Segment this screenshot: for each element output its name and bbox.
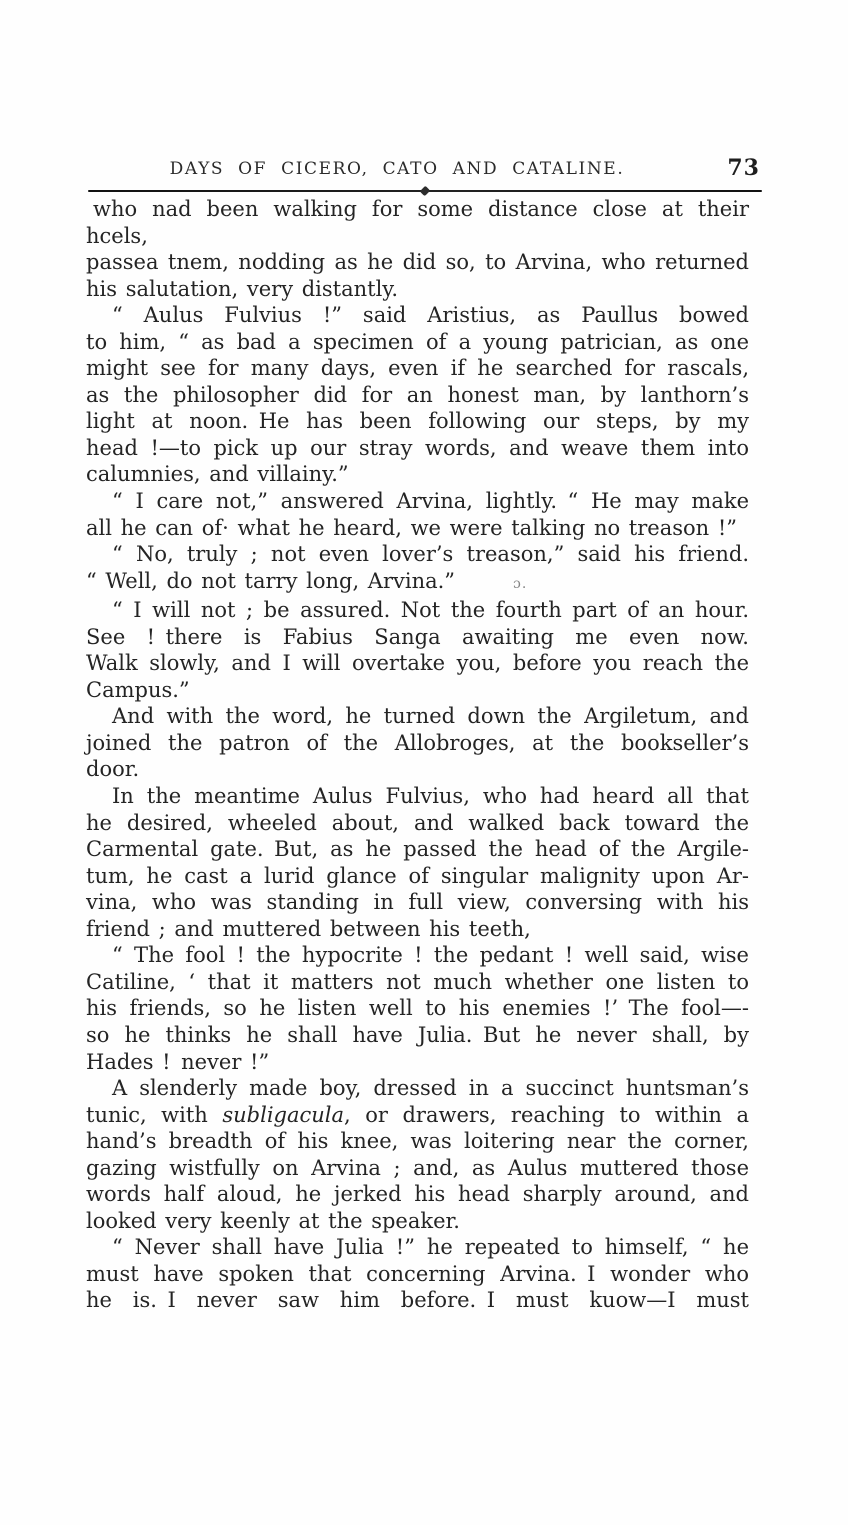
text-line: Walk slowly, and I will overtake you, before you reach the: [86, 651, 749, 676]
text-line: See ! there is Fabius Sanga awaiting me even now.: [86, 624, 749, 649]
text-line: In the meantime Aulus Fulvius, who had heard all that: [112, 784, 749, 809]
page-body-text: [86, 196, 749, 1314]
text-line: vina, who was standing in full view, conversing with his: [86, 890, 749, 915]
text-segment: , or drawers, reaching to within a: [344, 1102, 749, 1127]
text-line: who nad been walking for some distance close at their hcels,: [86, 197, 749, 248]
text-line: And with the word, he turned down the Argiletum, and: [112, 704, 749, 729]
page-number: 73: [727, 155, 760, 181]
text-line: A slenderly made boy, dressed in a succinct huntsman’s: [112, 1076, 749, 1101]
text-line: head !—to pick up our stray words, and weave them into: [86, 435, 749, 460]
paragraph: [86, 1075, 749, 1234]
text-line: door.: [86, 757, 140, 782]
text-line: he desired, wheeled about, and walked back toward the: [86, 810, 749, 835]
text-line: looked very keenly at the speaker.: [86, 1208, 460, 1233]
text-line: Hades ! never !”: [86, 1049, 270, 1074]
text-line: might see for many days, even if he searched for rascals,: [86, 356, 749, 381]
text-line: Carmental gate. But, as he passed the head of the Argile-: [86, 837, 749, 862]
text-line: to him, “ as bad a specimen of a young patrician, as one: [86, 329, 749, 354]
text-line: “ No, truly ; not even lover’s treason,” said his friend.: [112, 542, 749, 567]
paragraph: [86, 783, 749, 942]
text-line: his friends, so he listen well to his enemies !’ The fool—-: [86, 996, 749, 1021]
text-line: gazing wistfully on Arvina ; and, as Aulus muttered those: [86, 1155, 749, 1180]
text-line: must have spoken that concerning Arvina. I wonder who: [86, 1261, 749, 1286]
text-segment: tunic, with: [86, 1102, 223, 1127]
italic-text: subligacula: [222, 1102, 345, 1127]
text-line: “ I will not ; be assured. Not the fourth part of an hour.: [112, 598, 749, 623]
header-rule: [88, 190, 762, 192]
text-line: “ The fool ! the hypocrite ! the pedant ! well said, wise: [112, 943, 749, 968]
text-line: Campus.”: [86, 677, 190, 702]
text-line: light at noon. He has been following our steps, by my: [86, 409, 749, 434]
text-line: all he can of· what he heard, we were talking no treason !”: [86, 515, 738, 540]
text-line: calumnies, and villainy.”: [86, 462, 349, 487]
paragraph: [86, 302, 749, 488]
text-line: “ Aulus Fulvius !” said Aristius, as Paullus bowed: [112, 303, 749, 328]
text-line: tum, he cast a lurid glance of singular malignity upon Ar-: [86, 863, 749, 888]
text-line: [86, 1102, 749, 1129]
paragraph: [86, 1234, 749, 1314]
text-line: passea tnem, nodding as he did so, to Arvina, who returned: [86, 250, 749, 275]
text-line: his salutation, very distantly.: [86, 276, 399, 301]
text-line: [86, 568, 749, 598]
paragraph: [86, 597, 749, 703]
paragraph: [86, 488, 749, 541]
text-line: friend ; and muttered between his teeth,: [86, 916, 531, 941]
paragraph: [86, 942, 749, 1075]
text-line: so he thinks he shall have Julia. But he never shall, by: [86, 1022, 749, 1047]
text-line: he is. I never saw him before. I must kuow—I must: [86, 1288, 749, 1313]
text-line: hand’s breadth of his knee, was loitering near the corner,: [86, 1129, 749, 1154]
text-line: joined the patron of the Allobroges, at the bookseller’s: [86, 730, 749, 755]
text-segment: “ Well, do not tarry long, Arvina.”: [86, 568, 456, 593]
text-line: as the philosopher did for an honest man, by lanthorn’s: [86, 382, 749, 407]
running-header-title: DAYS OF CICERO, CATO AND CATALINE.: [169, 159, 625, 179]
paragraph: [86, 196, 749, 302]
paragraph: [86, 541, 749, 597]
print-artifact: ɔ.: [513, 575, 528, 592]
text-line: “ I care not,” answered Arvina, lightly. “ He may make: [112, 489, 749, 514]
text-line: words half aloud, he jerked his head sharply around, and: [86, 1182, 749, 1207]
text-line: Catiline, ‘ that it matters not much whether one listen to: [86, 969, 749, 994]
text-line: “ Never shall have Julia !” he repeated to himself, “ he: [112, 1235, 749, 1260]
paragraph: [86, 703, 749, 783]
running-header: [88, 155, 762, 183]
